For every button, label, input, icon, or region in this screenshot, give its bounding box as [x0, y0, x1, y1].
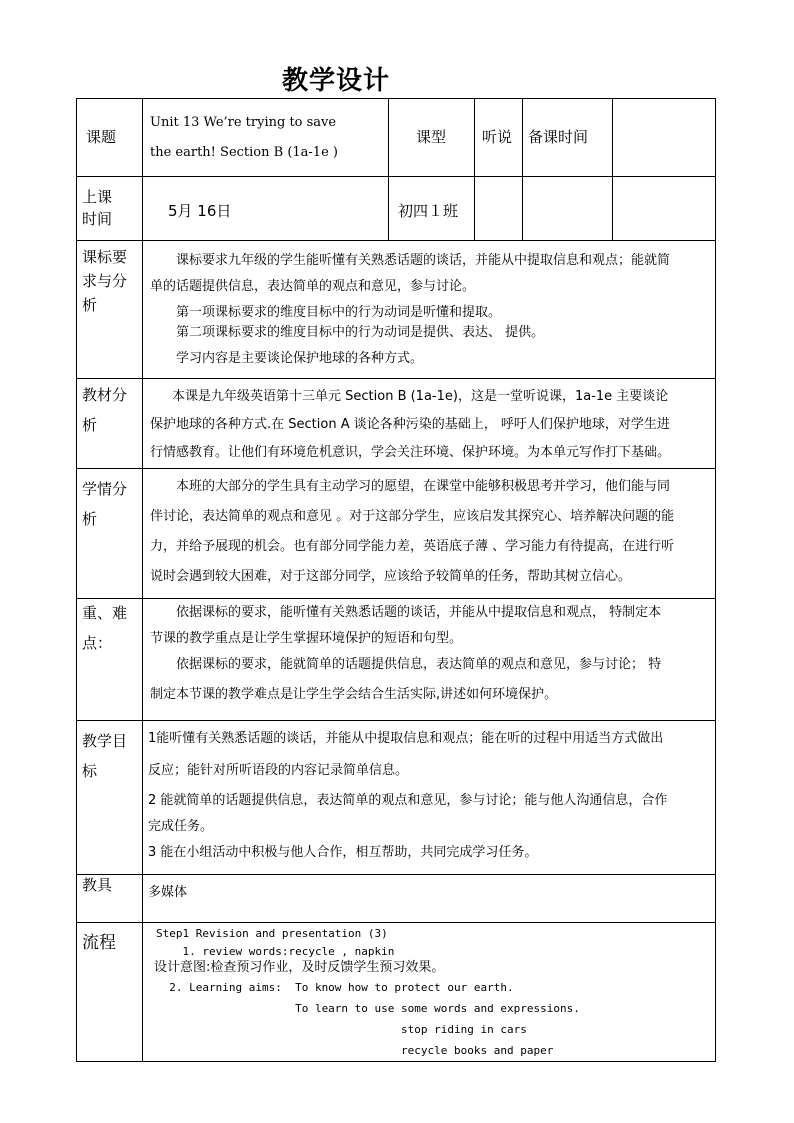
section-label: 课标要	[82, 248, 128, 266]
paragraph-line: 第二项课标要求的维度目标中的行为动词是提供、表达、 提供。	[176, 325, 545, 340]
section-label: 学情分	[82, 480, 128, 498]
paragraph-line: 说时会遇到较大困难，对于这部分同学，应该给予较简单的任务，帮助其树立信心。	[150, 569, 632, 584]
section-label: 教学目	[82, 732, 128, 750]
document-title: 教学设计	[282, 66, 391, 96]
rule	[715, 98, 716, 1062]
teaching-aids: 多媒体	[148, 885, 188, 900]
section-label: 重、难	[82, 604, 128, 622]
lesson-date: 5月 16日	[168, 202, 232, 220]
rule	[76, 468, 716, 469]
rule	[76, 378, 716, 379]
rule	[76, 1061, 716, 1062]
lesson-topic-line2: the earth! Section B (1a-1e )	[150, 145, 338, 160]
section-label: 标	[82, 762, 98, 780]
paragraph-line: 节课的教学重点是让学生掌握环境保护的短语和句型。	[150, 631, 463, 646]
section-label: 点：	[82, 634, 113, 652]
paragraph-line: 课标要求九年级的学生能听懂有关熟悉话题的谈话，并能从中提取信息和观点；能就简	[176, 253, 671, 268]
rule	[76, 98, 77, 1062]
ke-xing-value: 听说	[482, 128, 513, 146]
paragraph-line: 单的话题提供信息，表达简单的观点和意见，参与讨论。	[150, 279, 476, 294]
paragraph-line: 依据课标的要求，能就简单的话题提供信息，表达简单的观点和意见，参与讨论； 特	[176, 657, 662, 672]
rule	[76, 598, 716, 599]
paragraph-line: 学习内容是主要谈论保护地球的各种方式。	[176, 351, 424, 366]
bei-ke-label: 备课时间	[528, 128, 589, 146]
procedure-line: Step1 Revision and presentation (3)	[156, 927, 388, 940]
ke-xing-label: 课型	[416, 128, 447, 146]
paragraph-line: 反应；能针对所听语段的内容记录简单信息。	[148, 763, 409, 778]
section-label: 求与分	[82, 272, 128, 290]
paragraph-line: 2 能就简单的话题提供信息，表达简单的观点和意见，参与讨论；能与他人沟通信息，合作	[148, 793, 668, 808]
ke-ti-label: 课题	[86, 128, 117, 146]
section-label: 流程	[82, 933, 116, 953]
section-label: 析	[82, 296, 98, 314]
lesson-topic-line1: Unit 13 We’re trying to save	[150, 115, 337, 130]
procedure-line: 设计意图:检查预习作业，及时反馈学生预习效果。	[154, 960, 445, 975]
paragraph-line: 完成任务。	[148, 819, 214, 834]
section-label: 析	[82, 416, 98, 434]
rule	[76, 922, 716, 923]
shang-ke-label: 上课	[82, 188, 113, 206]
procedure-line: To learn to use some words and expressions.	[156, 1002, 580, 1015]
rule	[76, 240, 716, 241]
paragraph-line: 1能听懂有关熟悉话题的谈话，并能从中提取信息和观点；能在听的过程中用适当方式做出	[148, 731, 664, 746]
shang-ke-label: 时间	[82, 210, 113, 228]
paragraph-line: 力，并给予展现的机会。也有部分同学能力差，英语底子薄 、学习能力有待提高，在进行听	[150, 539, 675, 554]
lesson-plan-table	[76, 98, 716, 1062]
procedure-line: recycle books and paper	[156, 1044, 554, 1057]
section-label: 教材分	[82, 386, 128, 404]
paragraph-line: 伴讨论，表达简单的观点和意见 。对于这部分学生，应该启发其探究心、培养解决问题的能	[150, 509, 675, 524]
rule	[474, 98, 475, 240]
rule	[388, 98, 389, 240]
paragraph-line: 行情感教育。让他们有环境危机意识，学会关注环境、保护环境。为本单元写作打下基础。	[150, 445, 671, 460]
procedure-line: 1. review words:recycle , napkin	[156, 945, 395, 958]
class-name: 初四１班	[398, 202, 459, 220]
section-label: 析	[82, 510, 98, 528]
rule	[142, 98, 143, 1062]
paragraph-line: 3 能在小组活动中积极与他人合作，相互帮助，共同完成学习任务。	[148, 845, 538, 860]
section-label: 教具	[82, 876, 113, 894]
rule	[76, 874, 716, 875]
paragraph-line: 依据课标的要求，能听懂有关熟悉话题的谈话，并能从中提取信息和观点， 特制定本	[176, 605, 662, 620]
paragraph-line: 本课是九年级英语第十三单元 Section B (1a-1e)，这是一堂听说课，1a-1e 主要谈论	[172, 389, 669, 404]
rule	[612, 98, 613, 240]
rule	[76, 720, 716, 721]
rule	[522, 98, 523, 240]
procedure-line: 2. Learning aims: To know how to protect our earth.	[156, 981, 514, 994]
rule	[76, 176, 716, 177]
paragraph-line: 制定本节课的教学难点是让学生学会结合生活实际,讲述如何环境保护。	[150, 687, 558, 702]
rule	[76, 98, 716, 99]
procedure-line: stop riding in cars	[156, 1023, 527, 1036]
paragraph-line: 保护地球的各种方式.在 Section A 谈论各种污染的基础上， 呼吁人们保护地球，对学生进	[150, 417, 670, 432]
paragraph-line: 第一项课标要求的维度目标中的行为动词是听懂和提取。	[176, 305, 502, 320]
paragraph-line: 本班的大部分的学生具有主动学习的愿望，在课堂中能够积极思考并学习，他们能与同	[176, 479, 671, 494]
